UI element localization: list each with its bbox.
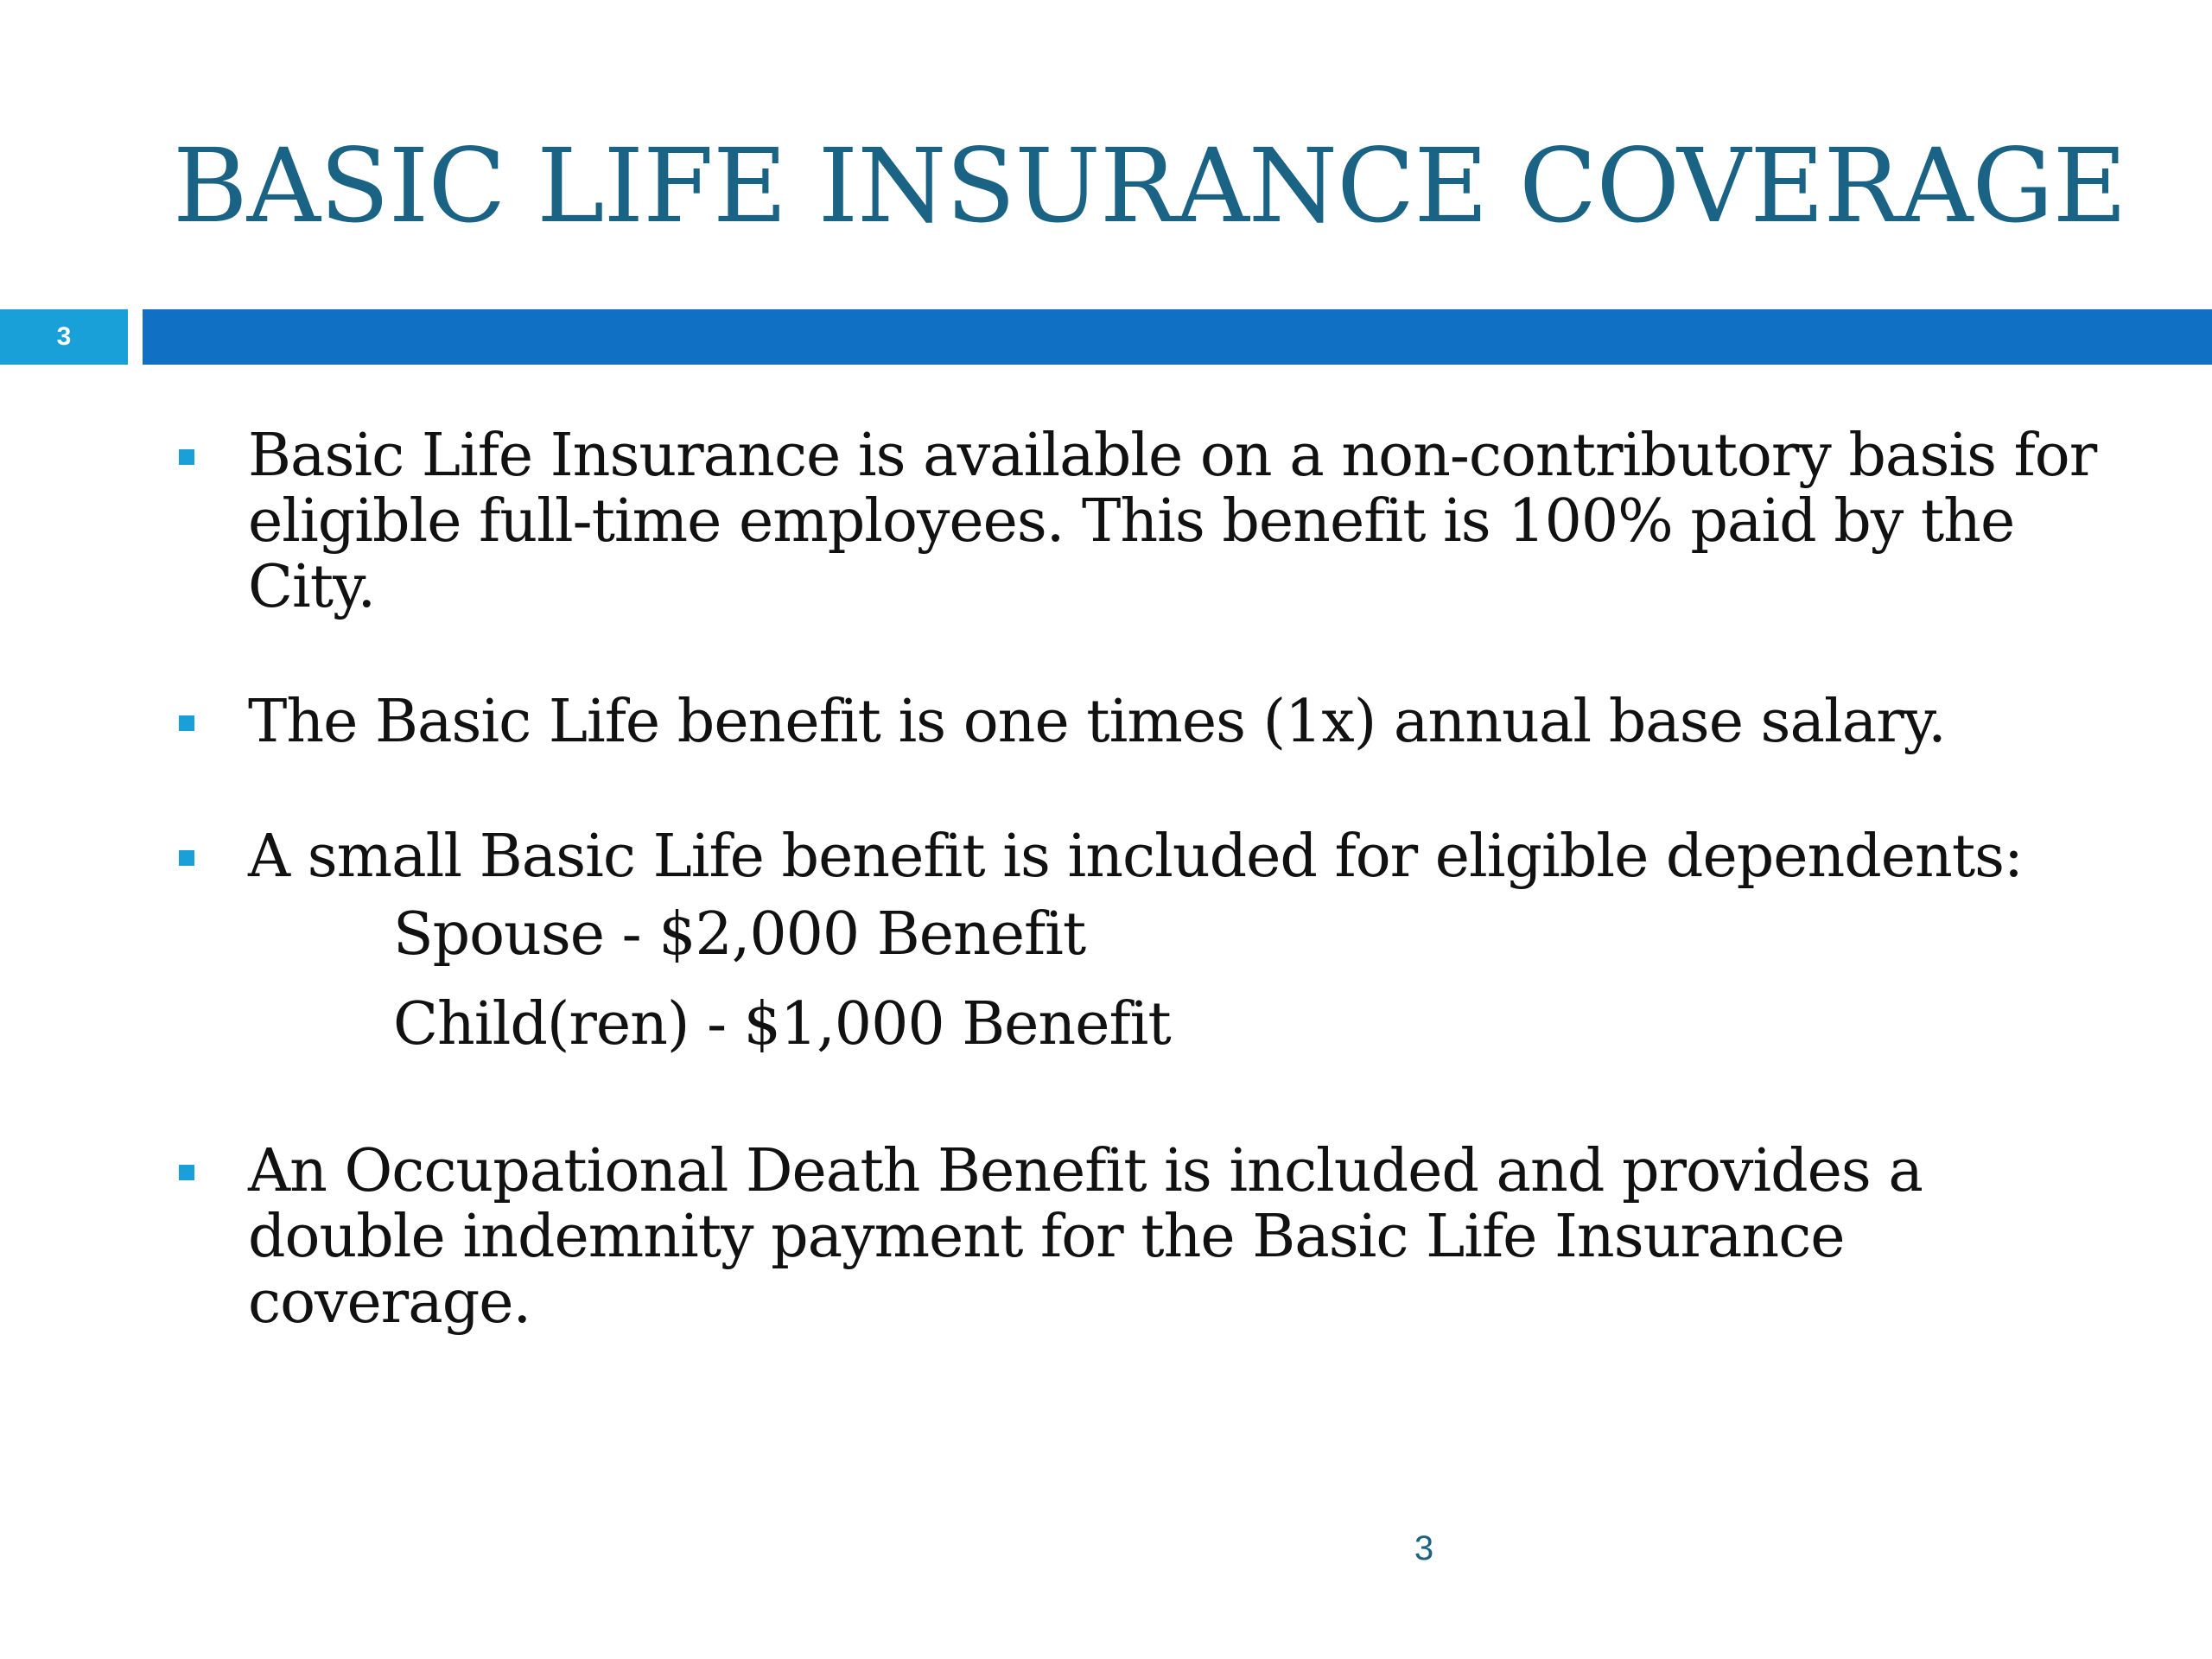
square-bullet-icon	[179, 715, 194, 731]
bullet-item	[168, 824, 2104, 890]
bullet-item	[168, 1139, 2104, 1336]
bullet-text: An Occupational Death Benefit is included and provides a double indemnity payment for the Basic Life Insurance coverage.	[248, 1137, 1923, 1337]
bullet-item	[168, 690, 2104, 755]
dependent-benefit-line: Child(ren) - $1,000 Benefit	[393, 990, 1171, 1058]
footer-page-number: 3	[1414, 1529, 1434, 1567]
bullet-text: The Basic Life benefit is one times (1x) annual base salary.	[248, 688, 1946, 756]
slide-title: BASIC LIFE INSURANCE COVERAGE	[173, 126, 2126, 245]
bullet-item	[168, 423, 2104, 620]
bullet-list	[168, 423, 2104, 1336]
square-bullet-icon	[179, 1165, 194, 1180]
bullet-text: A small Basic Life benefit is included for eligible dependents:	[248, 823, 2023, 891]
dependent-benefit-line: Spouse - $2,000 Benefit	[393, 900, 1086, 969]
square-bullet-icon	[179, 850, 194, 866]
square-bullet-icon	[179, 449, 194, 465]
slide-number-tab: 3	[0, 309, 128, 365]
header-divider-bar	[143, 309, 2212, 365]
bullet-text: Basic Life Insurance is available on a non-contributory basis for eligible full-time employees. This benefit is 100% paid by the City.	[248, 422, 2097, 621]
